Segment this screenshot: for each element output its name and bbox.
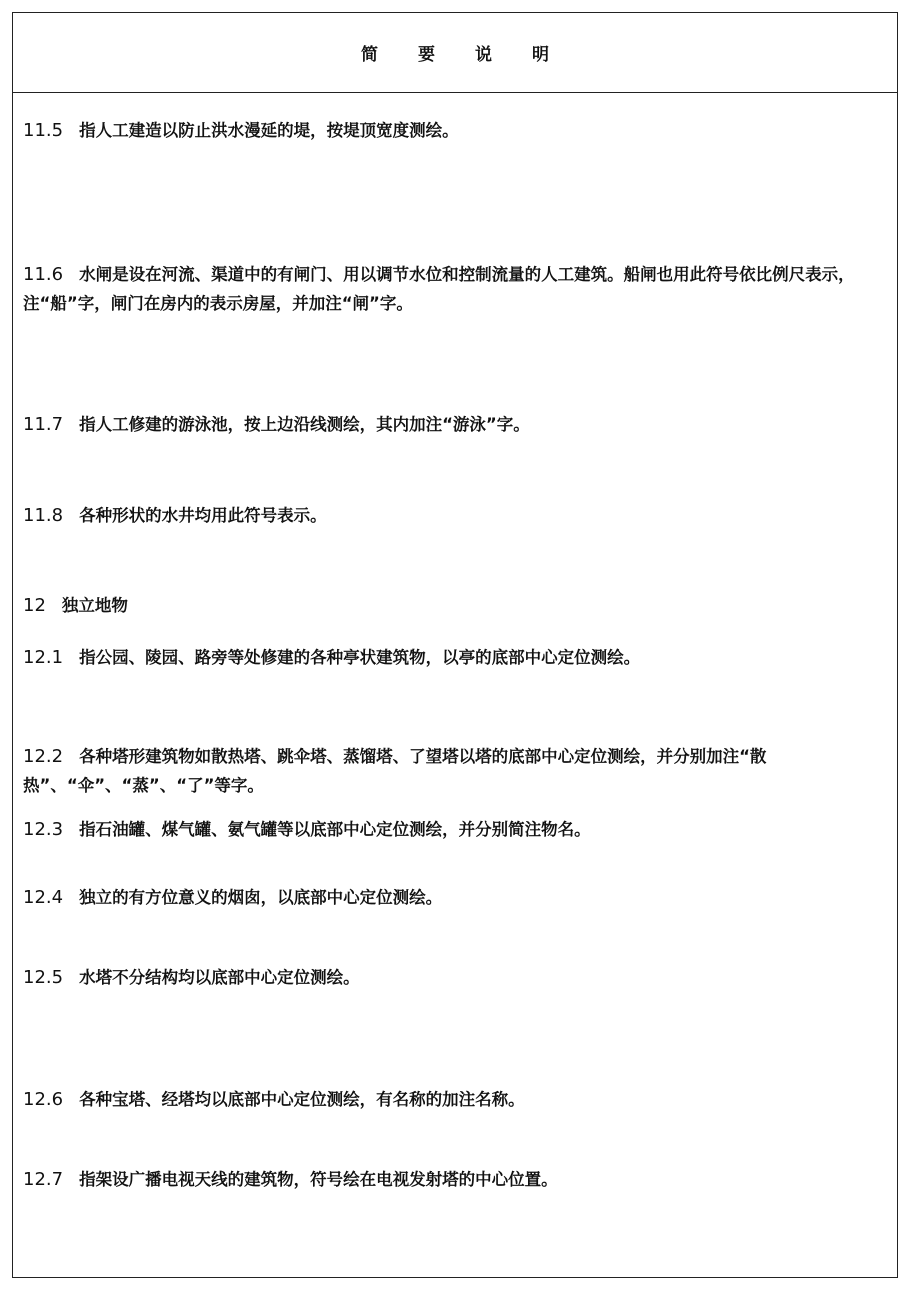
page-frame	[12, 12, 898, 1278]
entry-number: 11.8	[23, 505, 64, 526]
entry-text: 水闸是设在河流、渠道中的有闸门、用以调节水位和控制流量的人工建筑。船闸也用此符号依比例尺表示，注“船”字，闸门在房内的表示房屋，并加注“闸”字。	[23, 265, 855, 313]
entry-12-2	[23, 742, 885, 800]
entry-12-4	[23, 883, 885, 912]
entry-11-8	[23, 501, 885, 530]
section-title: 独立地物	[61, 596, 128, 615]
entry-number: 12.4	[23, 887, 64, 908]
entry-11-5	[23, 116, 885, 145]
entry-number: 12.3	[23, 819, 64, 840]
entry-number: 12.7	[23, 1169, 64, 1190]
entry-number: 11.6	[23, 264, 64, 285]
entry-text: 指人工建造以防止洪水漫延的堤，按堤顶宽度测绘。	[79, 121, 459, 140]
entry-text: 各种形状的水井均用此符号表示。	[79, 506, 327, 525]
entry-11-7	[23, 410, 885, 439]
entry-number: 12.2	[23, 746, 64, 767]
entry-12-6	[23, 1085, 885, 1114]
entry-text: 各种宝塔、经塔均以底部中心定位测绘，有名称的加注名称。	[79, 1090, 525, 1109]
entry-text: 各种塔形建筑物如散热塔、跳伞塔、蒸馏塔、了望塔以塔的底部中心定位测绘，并分别加注“散热”、“伞”、“蒸”、“了”等字。	[23, 747, 767, 795]
entry-12-3	[23, 815, 885, 844]
header-row	[13, 13, 897, 93]
entry-text: 水塔不分结构均以底部中心定位测绘。	[79, 968, 360, 987]
entry-number: 11.7	[23, 414, 64, 435]
entry-text: 独立的有方位意义的烟囱，以底部中心定位测绘。	[79, 888, 443, 907]
entry-number: 11.5	[23, 120, 64, 141]
entry-12-5	[23, 963, 885, 992]
entry-number: 12.5	[23, 967, 64, 988]
entry-number: 12.6	[23, 1089, 64, 1110]
entry-text: 指公园、陵园、路旁等处修建的各种亭状建筑物，以亭的底部中心定位测绘。	[79, 648, 641, 667]
entry-12-1	[23, 643, 885, 672]
entry-text: 指石油罐、煤气罐、氨气罐等以底部中心定位测绘，并分别简注物名。	[79, 820, 591, 839]
section-number: 12	[23, 595, 46, 616]
entry-text: 指架设广播电视天线的建筑物，符号绘在电视发射塔的中心位置。	[79, 1170, 558, 1189]
section-heading-12	[23, 591, 885, 620]
entry-12-7	[23, 1165, 885, 1194]
entry-number: 12.1	[23, 647, 64, 668]
page-title: 简要说明	[361, 45, 589, 65]
entry-text: 指人工修建的游泳池，按上边沿线测绘，其内加注“游泳”字。	[79, 415, 530, 434]
entry-11-6	[23, 260, 885, 318]
